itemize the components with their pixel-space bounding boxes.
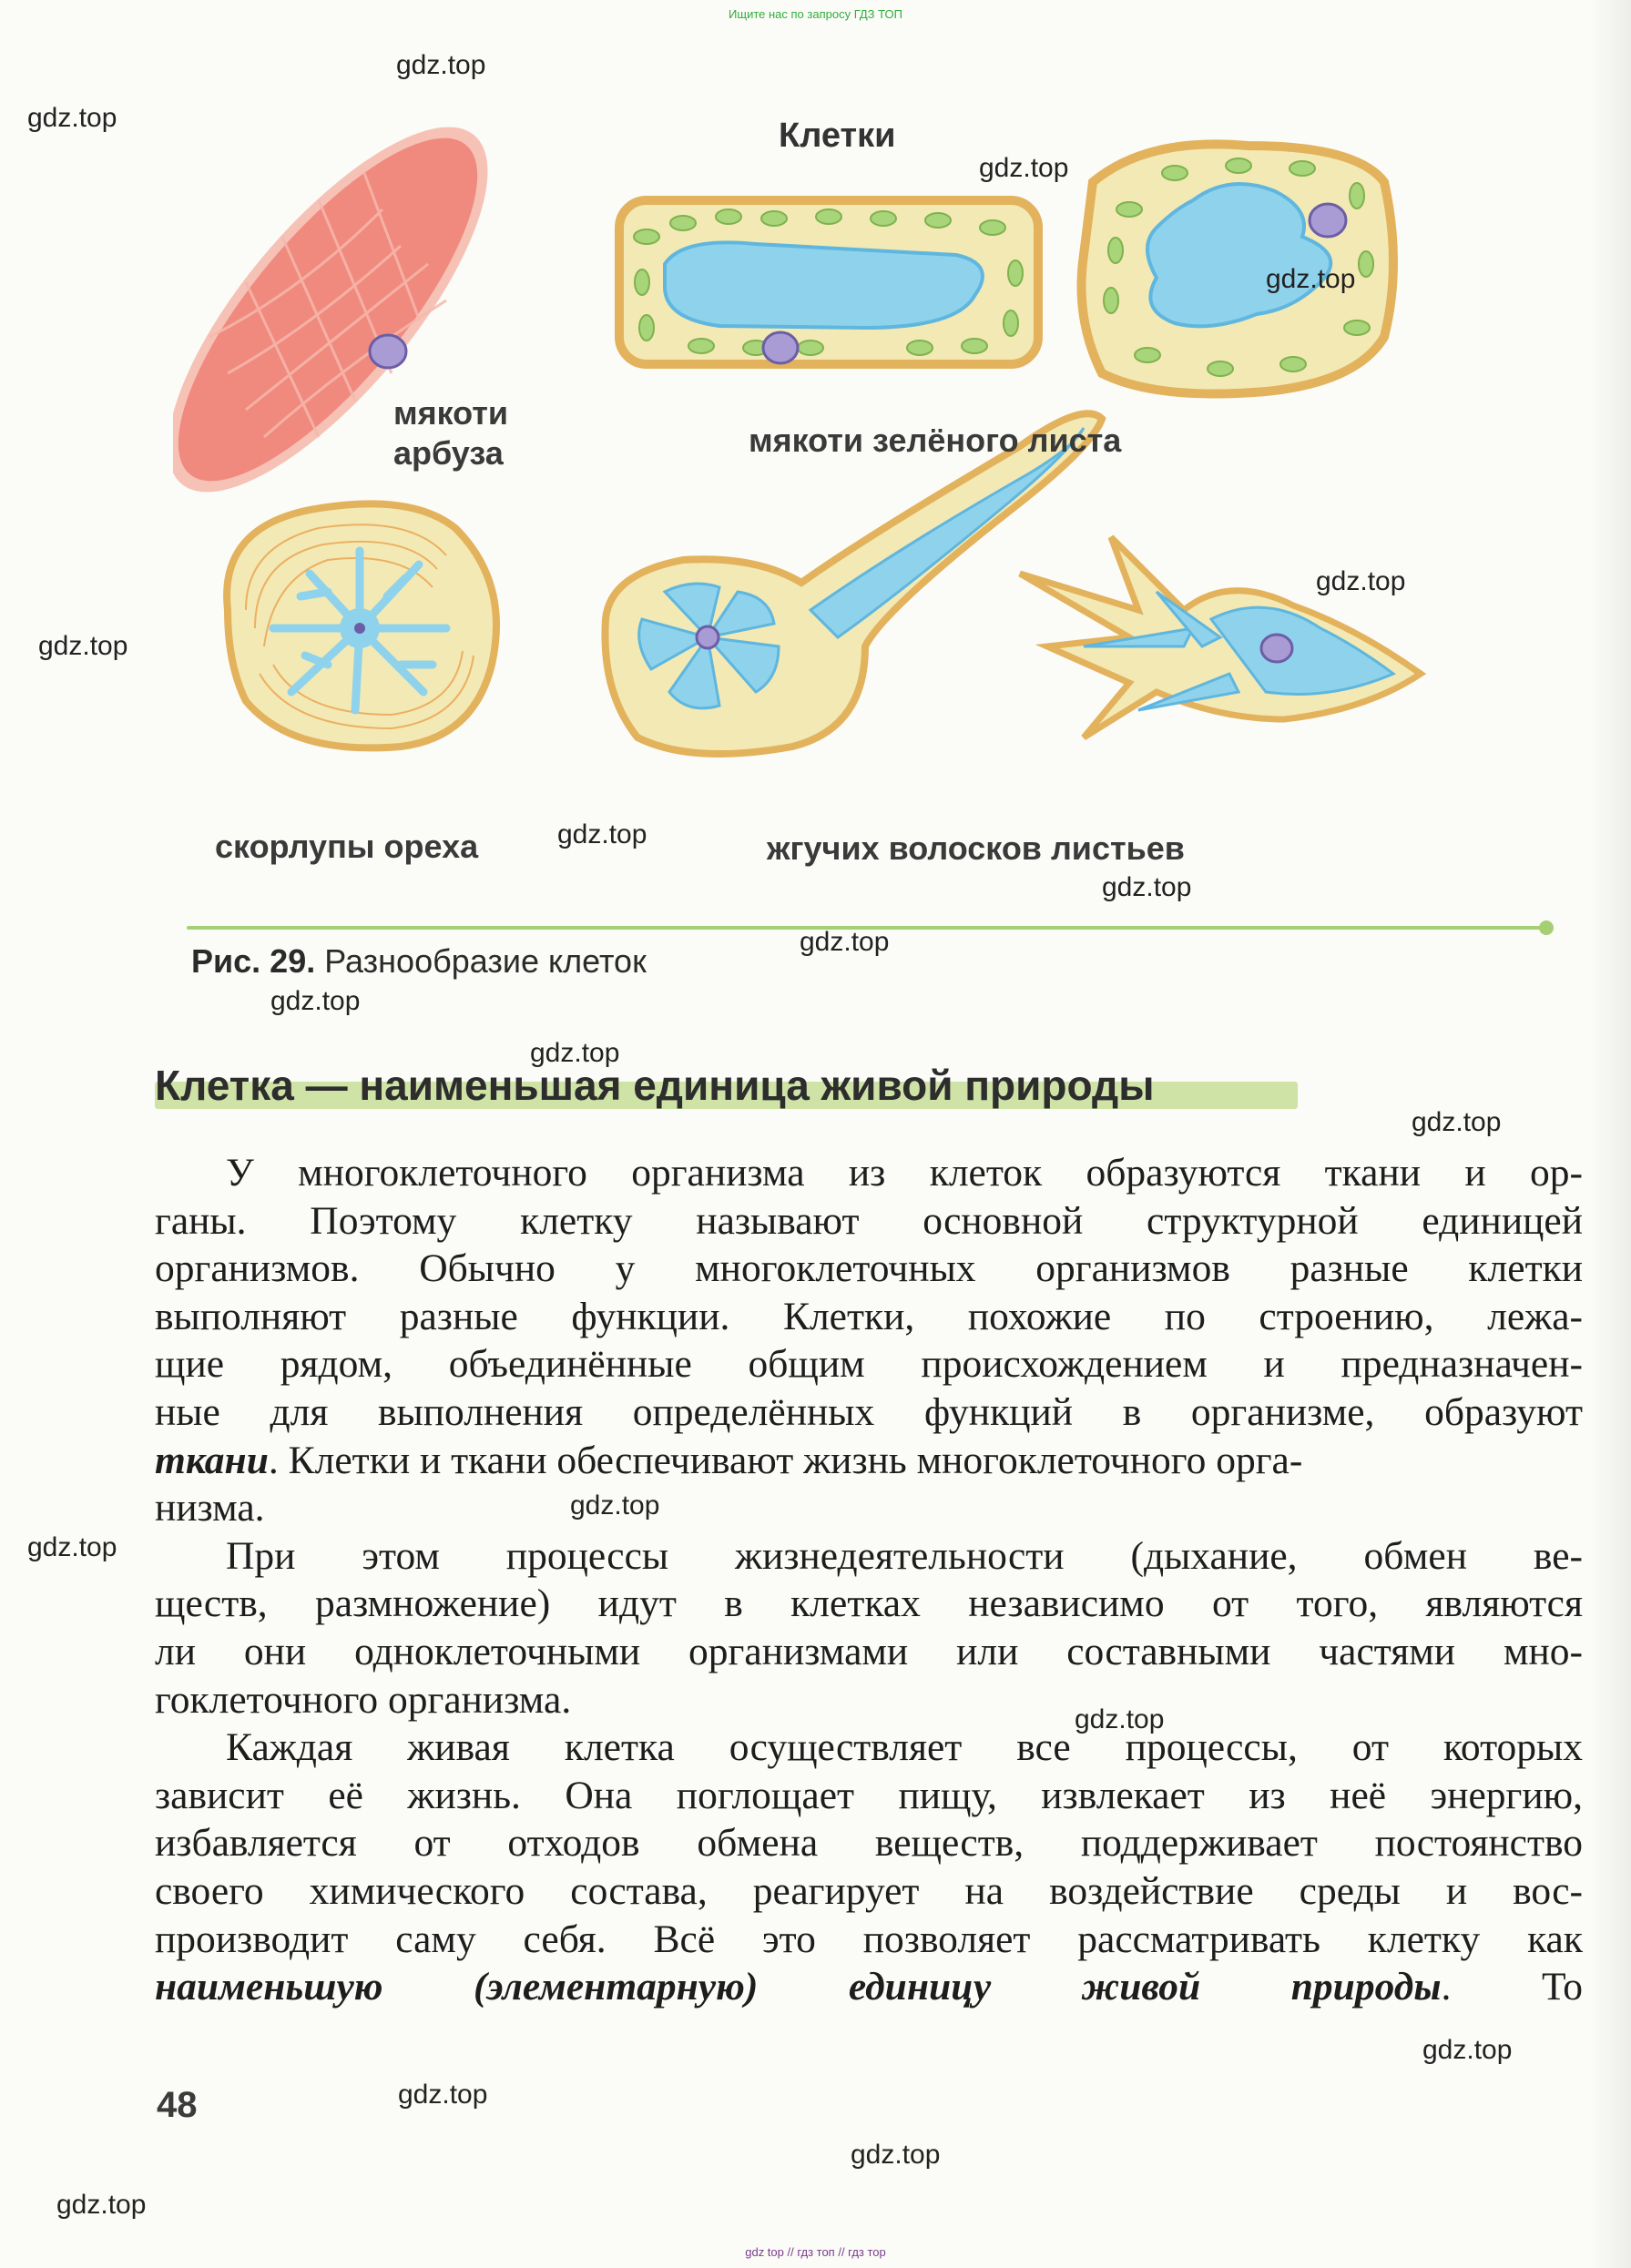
text-line: У многоклеточного организма из клеток образуются ткани и ор- [226,1151,1583,1195]
watermark: gdz.top [27,1532,117,1562]
label-watermelon [393,393,508,473]
text-line: ные для выполнения определённых функций в организме, образуют [155,1389,1583,1434]
watermark: gdz.top [38,631,128,661]
caption-number: Рис. 29. [191,942,316,980]
label-leaf: мякоти зелёного листа [749,422,1122,459]
text-line: производит саму себя. Всё это позволяет рассматривать клетку как [155,1917,1583,1961]
text-line [155,1437,1583,1485]
text-line: При этом процессы жизнедеятельности (дыхание, обмен ве- [226,1533,1583,1578]
text-line: ганы. Поэтому клетку называют основной структурной единицей [155,1198,1583,1243]
caption-text: Разнообразие клеток [315,942,647,980]
watermark: gdz.top [570,1490,660,1520]
watermark: gdz.top [530,1038,620,1068]
watermark: gdz.top [979,153,1069,183]
text-line: своего химического состава, реагирует на воздействие среды и вос- [155,1868,1583,1913]
text-fragment: . Клетки и ткани обеспечивают жизнь многоклеточного орга- [268,1438,1303,1482]
text-line: низма. [155,1486,265,1531]
leaf-cell-rect [619,200,1038,364]
section-body [155,1149,1583,2011]
watermark: gdz.top [1422,2035,1513,2065]
watermark: gdz.top [851,2140,941,2170]
figure-caption [191,942,647,981]
page-edge-shadow [1589,0,1631,2268]
watermark: gdz.top [27,103,117,133]
text-fragment: . То [1441,1965,1583,2009]
paragraph-3 [155,1724,1583,2011]
paragraph-2 [155,1532,1583,1724]
watermark: gdz.top [56,2190,147,2220]
watermark: gdz.top [396,50,486,80]
text-line: организмов. Обычно у многоклеточных организмов разные клетки [155,1246,1583,1291]
nettle-cell-club [605,413,1102,754]
watermark: gdz.top [1102,872,1192,902]
watermark: gdz.top [398,2080,488,2110]
label-nettle: жгучих волосков листьев [767,829,1185,867]
text-line: ли они одноклеточными организмами или составными частями мно- [155,1629,1583,1673]
text-line: Каждая живая клетка осуществляет все процессы, от которых [226,1725,1583,1770]
nutshell-cell [227,503,496,748]
page-number: 48 [157,2085,198,2125]
text-line: выполняют разные функции. Клетки, похожие по строению, лежа- [155,1294,1583,1338]
bottom-banner[interactable]: gdz top // гдз топ // гдз тор [745,2245,886,2259]
watermark: gdz.top [1316,566,1406,596]
watermark: gdz.top [1266,264,1356,294]
text-line: зависит её жизнь. Она поглощает пищу, извлекает из неё энергию, [155,1773,1583,1817]
text-line: гоклеточного организма. [155,1677,572,1722]
watermark: gdz.top [800,927,890,957]
watermark: gdz.top [557,819,647,849]
watermark: gdz.top [1075,1704,1165,1734]
term-tkani: ткани [155,1438,269,1482]
label-nutshell: скорлупы ореха [215,828,479,865]
top-banner[interactable]: Ищите нас по запросу ГДЗ ТОП [729,7,902,21]
label-watermelon-line1: мякоти [393,394,509,432]
cells-figure [173,100,1566,892]
figure-rule-end [1539,920,1554,935]
watermark: gdz.top [270,986,361,1016]
text-line: избавляется от отходов обмена веществ, поддерживает постоянство [155,1821,1583,1866]
term-elementary-unit: наименьшую (элементарную) единицу живой природы [155,1965,1442,2009]
text-line [155,1963,1583,2011]
text-line: щие рядом, объединённые общим происхождением и предназначен- [155,1342,1583,1387]
watermark: gdz.top [1412,1107,1502,1137]
figure-title: Клетки [779,117,896,155]
paragraph-1 [155,1149,1583,1532]
text-line: ществ, размножение) идут в клетках независимо от того, являются [155,1581,1583,1626]
label-watermelon-line2: арбуза [393,434,504,472]
section-heading: Клетка — наименьшая единица живой природы [155,1062,1155,1109]
